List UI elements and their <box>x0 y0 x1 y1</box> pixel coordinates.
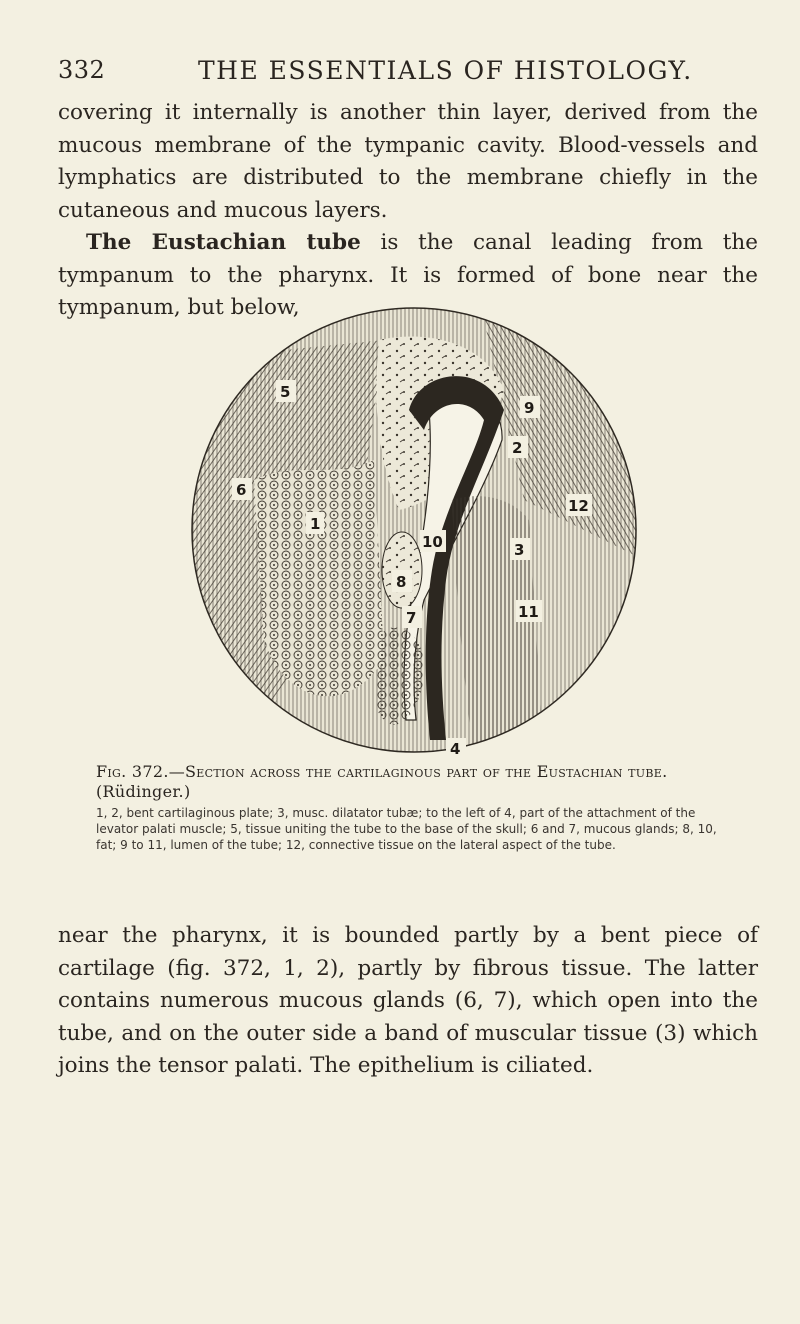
figure-label-11: 11 <box>518 603 539 621</box>
paragraph-3: near the pharynx, it is bounded partly by a bent piece of cartilage (fig. 372, 1, 2), partly by fibrous tissue. The latter contains numerous mucous glands (6, 7), which open into the tube, and on the outer side a band of muscular tissue (3) which joins the tensor palati. The epithelium is ciliated. <box>58 923 758 1078</box>
figure-label-12: 12 <box>568 497 589 515</box>
figure-label-10: 10 <box>422 533 443 551</box>
figure-label-3: 3 <box>514 541 525 559</box>
figure-caption-title: —Section across the cartilaginous part of the Eustachian tube. <box>168 762 668 781</box>
figure-label-5: 5 <box>280 383 291 401</box>
mucous-glands <box>254 460 384 696</box>
running-title: THE ESSENTIALS OF HISTOLOGY. <box>198 56 693 85</box>
figure-credit: (Rüdinger.) <box>96 782 191 801</box>
figure-number: Fig. 372. <box>96 762 169 781</box>
page-header <box>58 56 758 96</box>
figure-legend: 1, 2, bent cartilaginous plate; 3, musc. dilatator tubæ; to the left of 4, part of the attachment of the levator palati muscle; 5, tissue uniting the tube to the base of the skull; 6 and 7, mucous glands; 8, 10, fat; 9 to 11, lumen of the tube; 12, connective tissue on the lateral aspect of the tube. <box>96 806 717 852</box>
figure-label-7: 7 <box>406 609 417 627</box>
paragraph-1: covering it internally is another thin layer, derived from the mucous membrane of the tympanic cavity. Blood-vessels and lymphatics are distributed to the membrane chiefly in the cutaneous and mucous layers. <box>58 100 758 223</box>
figure-label-9: 9 <box>524 399 535 417</box>
figure-label-1: 1 <box>310 515 321 533</box>
figure-label-4: 4 <box>450 740 461 758</box>
paragraph-2-text: is the canal leading from the tympanum to the pharynx. It is formed of bone near the tympanum, but below, <box>58 230 758 320</box>
histology-figure <box>184 300 644 760</box>
figure-caption <box>96 762 746 802</box>
section-tissue <box>184 300 644 760</box>
figure-label-2: 2 <box>512 439 523 457</box>
figure-label-6: 6 <box>236 481 247 499</box>
page-number: 332 <box>58 56 106 84</box>
term-eustachian-tube: The Eustachian tube <box>86 230 361 255</box>
figure-label-8: 8 <box>396 573 407 591</box>
